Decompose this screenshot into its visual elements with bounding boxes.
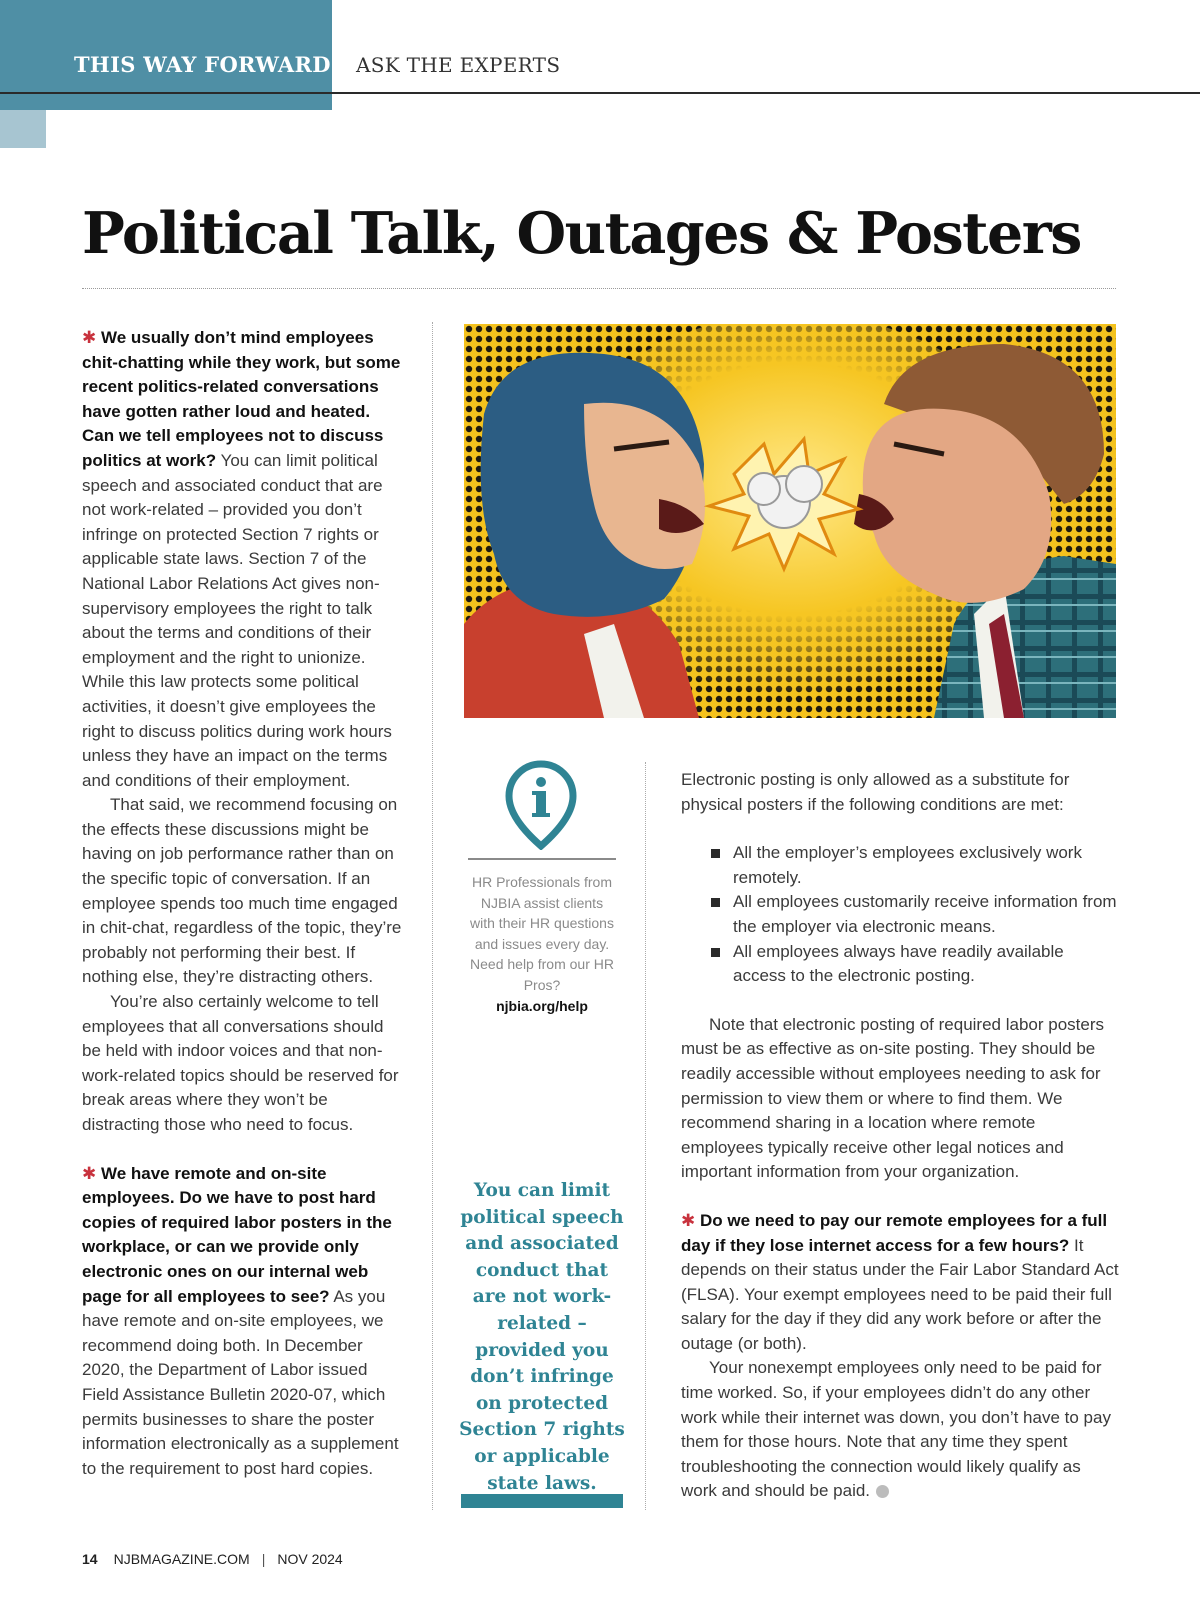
question-1-paragraph bbox=[82, 326, 404, 793]
answer-2-p2: Electronic posting is only allowed as a substitute for physical posters if the following conditions are met: bbox=[681, 770, 1070, 814]
answer-2-p3: Note that electronic posting of required labor posters must be as effective as on-site posting. They should be readily accessible without employees needing to ask for permission to view them or where to find them. We recommend sharing in a location where remote employees typically receive other legal notices and important information from your organization. bbox=[681, 1014, 1105, 1182]
title-divider bbox=[82, 288, 1116, 289]
page-footer bbox=[82, 1551, 343, 1567]
column-divider-left bbox=[432, 322, 433, 1510]
answer-1-p2: That said, we recommend focusing on the effects these discussions might be having on job performance rather than on the specific topic of conversation. If an employee spends too much time engaged in chit-chat, regardless of the topic, they’re probably not performing their best. If nothing else, they’re distracting others. bbox=[82, 795, 402, 987]
footer-separator: | bbox=[261, 1551, 266, 1567]
list-item: All the employer’s employees exclusively work remotely. bbox=[709, 841, 1121, 890]
hr-help-text: HR Professionals from NJBIA assist clients with their HR questions and issues every day. Need help from our HR Pros? bbox=[470, 874, 614, 993]
column-divider-right bbox=[645, 762, 646, 1510]
subsection-title: ASK THE EXPERTS bbox=[356, 53, 561, 77]
answer-2-p1: As you have remote and on-site employees, we recommend doing both. In December 2020, the Department of Labor issued Field Assistance Bulletin 2020-07, which permits businesses to share the poster information electronically as a supplement to the requirement to post hard copies. bbox=[82, 1286, 399, 1478]
question-3-paragraph bbox=[681, 1209, 1121, 1357]
arguing-couple-illustration bbox=[464, 324, 1116, 718]
asterisk-icon: ✱ bbox=[82, 328, 101, 347]
pull-quote-bar bbox=[461, 1494, 623, 1508]
footer-issue: NOV 2024 bbox=[277, 1551, 343, 1567]
asterisk-icon: ✱ bbox=[681, 1210, 700, 1230]
header-rule-left bbox=[0, 92, 332, 94]
header-accent-block bbox=[0, 110, 46, 148]
hr-help-link[interactable]: njbia.org/help bbox=[496, 997, 588, 1014]
conditions-list bbox=[709, 841, 1121, 989]
question-3: Do we need to pay our remote employees for a full day if they lose internet access for a few hours? bbox=[681, 1210, 1108, 1255]
info-icon bbox=[505, 760, 577, 850]
list-item: All employees customarily receive information from the employer via electronic means. bbox=[709, 890, 1121, 939]
list-item: All employees always have readily available access to the electronic posting. bbox=[709, 940, 1121, 989]
article-column-left bbox=[82, 326, 404, 1481]
end-mark-icon: ◀ bbox=[876, 1485, 889, 1498]
hr-help-box bbox=[468, 872, 616, 1016]
page-number: 14 bbox=[82, 1551, 98, 1567]
footer-site: NJBMAGAZINE.COM bbox=[113, 1551, 250, 1567]
asterisk-icon: ✱ bbox=[82, 1163, 101, 1183]
answer-3-p2: Your nonexempt employees only need to be paid for time worked. So, if your employees didn’t do any other work while their internet was down, you don’t have to pay them for those hours. Note that any time they spent troubleshooting the connection would likely qualify as work and should be paid. bbox=[681, 1358, 1111, 1501]
answer-3-p1: It depends on their status under the Fair Labor Standard Act (FLSA). Your exempt employees need to be paid their full salary for the day if they did any work before or after the outage (or both). bbox=[681, 1235, 1119, 1353]
article-column-right bbox=[681, 768, 1121, 1504]
question-2: We have remote and on-site employees. Do we have to post hard copies of required labor posters in the workplace, or can we provide only electronic ones on our internal web page for all employees to see? bbox=[82, 1163, 392, 1306]
answer-3-p2-paragraph bbox=[681, 1356, 1121, 1504]
answer-1-p1: You can limit political speech and associated conduct that are not work-related – provided you don’t infringe on protected Section 7 rights or applicable state laws. Section 7 of the National Labor Relations Act gives non-supervisory employees the right to talk about the terms and conditions of their employment and the right to unionize. While this law protects some political activities, it doesn’t give employees the right to discuss politics during work hours unless they have an impact on the terms and conditions of their employment. bbox=[82, 450, 392, 790]
article-title: Political Talk, Outages & Posters bbox=[82, 200, 1081, 267]
answer-1-p3: You’re also certainly welcome to tell employees that all conversations should be held with indoor voices and that non-work-related topics should be reserved for break areas where they won’t be distracting those who need to focus. bbox=[82, 992, 399, 1134]
header-rule bbox=[332, 92, 1200, 94]
section-title: THIS WAY FORWARD bbox=[74, 52, 331, 77]
info-divider bbox=[468, 858, 616, 860]
question-1: We usually don’t mind employees chit-chatting while they work, but some recent politics-related conversations have gotten rather loud and heated. Can we tell employees not to discuss politics at work? bbox=[82, 328, 401, 470]
pull-quote: You can limit political speech and associated conduct that are not work-related – provided you don’t infringe on protected Section 7 rights or applicable state laws. bbox=[459, 1180, 625, 1494]
question-2-paragraph bbox=[82, 1162, 404, 1482]
